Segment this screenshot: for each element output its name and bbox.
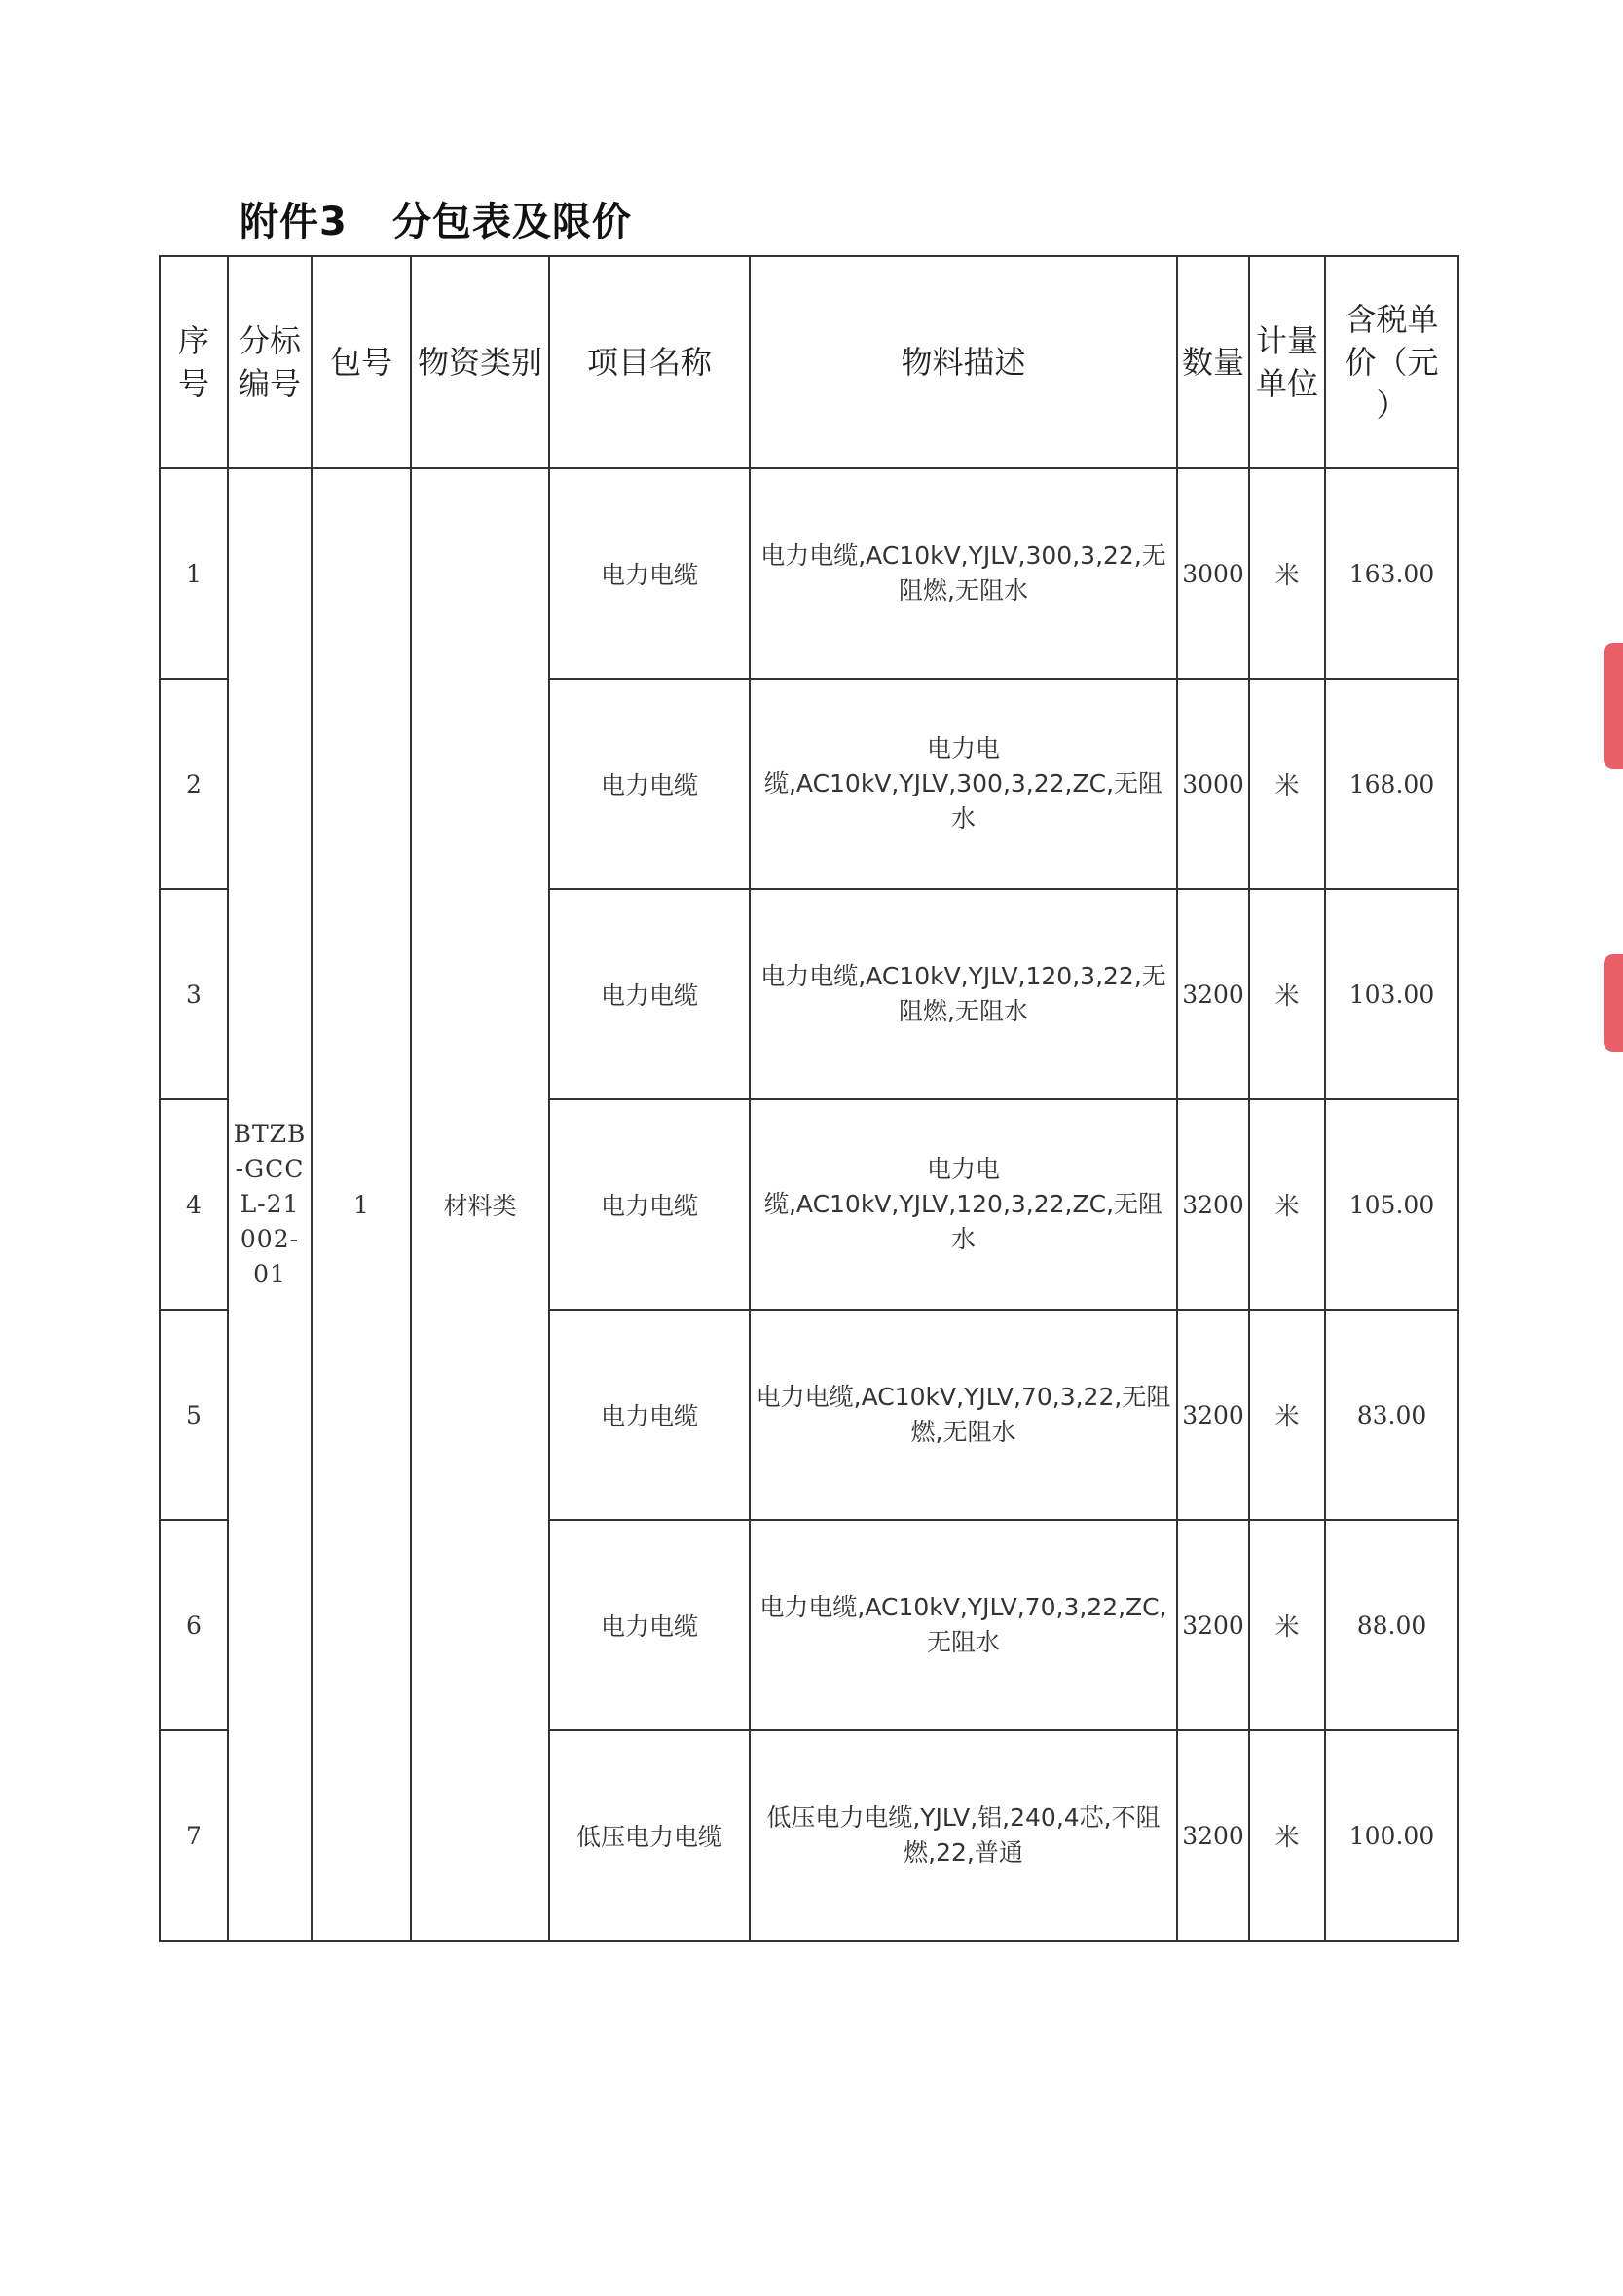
- row-seq: 3: [160, 889, 228, 1099]
- quantity: 3200: [1177, 1099, 1249, 1310]
- material-description: 电力电缆,AC10kV,YJLV,70,3,22,无阻燃,无阻水: [750, 1310, 1177, 1520]
- project-name: 电力电缆: [549, 1520, 750, 1730]
- header-category: 物资类别: [411, 256, 549, 468]
- seal-stamp-fragment: [1604, 954, 1623, 1052]
- project-name: 低压电力电缆: [549, 1730, 750, 1941]
- unit: 米: [1249, 1520, 1325, 1730]
- unit-price: 168.00: [1325, 679, 1458, 889]
- quantity: 3200: [1177, 1520, 1249, 1730]
- row-seq: 7: [160, 1730, 228, 1941]
- sub-bid-id: BTZB-GCCL-21002-01: [228, 468, 312, 1941]
- header-material-desc: 物料描述: [750, 256, 1177, 468]
- project-name: 电力电缆: [549, 679, 750, 889]
- unit: 米: [1249, 1099, 1325, 1310]
- material-description: 低压电力电缆,YJLV,铝,240,4芯,不阻燃,22,普通: [750, 1730, 1177, 1941]
- table-row: [160, 468, 1458, 679]
- header-project-name: 项目名称: [549, 256, 750, 468]
- project-name: 电力电缆: [549, 1099, 750, 1310]
- page-title: [240, 191, 632, 246]
- project-name: 电力电缆: [549, 889, 750, 1099]
- header-package-no: 包号: [312, 256, 411, 468]
- unit-price: 103.00: [1325, 889, 1458, 1099]
- header-quantity: 数量: [1177, 256, 1249, 468]
- unit: 米: [1249, 679, 1325, 889]
- quantity: 3200: [1177, 1310, 1249, 1520]
- row-seq: 5: [160, 1310, 228, 1520]
- header-sub-bid-id: 分标 编号: [228, 256, 312, 468]
- material-description: 电力电缆,AC10kV,YJLV,70,3,22,ZC,无阻水: [750, 1520, 1177, 1730]
- row-seq: 6: [160, 1520, 228, 1730]
- package-no: 1: [312, 468, 411, 1941]
- unit-price: 100.00: [1325, 1730, 1458, 1941]
- unit: 米: [1249, 889, 1325, 1099]
- header-row: [160, 256, 1458, 468]
- unit-price: 88.00: [1325, 1520, 1458, 1730]
- seal-stamp-fragment: [1604, 643, 1623, 769]
- quantity: 3000: [1177, 468, 1249, 679]
- unit-price: 105.00: [1325, 1099, 1458, 1310]
- row-seq: 2: [160, 679, 228, 889]
- material-description: 电力电缆,AC10kV,YJLV,300,3,22,无阻燃,无阻水: [750, 468, 1177, 679]
- material-category: 材料类: [411, 468, 549, 1941]
- quantity: 3200: [1177, 1730, 1249, 1941]
- quantity: 3200: [1177, 889, 1249, 1099]
- unit-price: 163.00: [1325, 468, 1458, 679]
- unit: 米: [1249, 1310, 1325, 1520]
- quantity: 3000: [1177, 679, 1249, 889]
- project-name: 电力电缆: [549, 468, 750, 679]
- package-price-table: [159, 255, 1459, 1942]
- attachment-title: 分包表及限价: [391, 200, 632, 244]
- material-description: 电力电缆,AC10kV,YJLV,300,3,22,ZC,无阻水: [750, 679, 1177, 889]
- unit-price: 83.00: [1325, 1310, 1458, 1520]
- row-seq: 4: [160, 1099, 228, 1310]
- row-seq: 1: [160, 468, 228, 679]
- attachment-label: 附件3: [240, 200, 348, 244]
- header-seq: 序号: [160, 256, 228, 468]
- project-name: 电力电缆: [549, 1310, 750, 1520]
- header-unit: 计量 单位: [1249, 256, 1325, 468]
- material-description: 电力电缆,AC10kV,YJLV,120,3,22,无阻燃,无阻水: [750, 889, 1177, 1099]
- unit: 米: [1249, 468, 1325, 679]
- material-description: 电力电缆,AC10kV,YJLV,120,3,22,ZC,无阻水: [750, 1099, 1177, 1310]
- unit: 米: [1249, 1730, 1325, 1941]
- header-unit-price: 含税单 价（元 ）: [1325, 256, 1458, 468]
